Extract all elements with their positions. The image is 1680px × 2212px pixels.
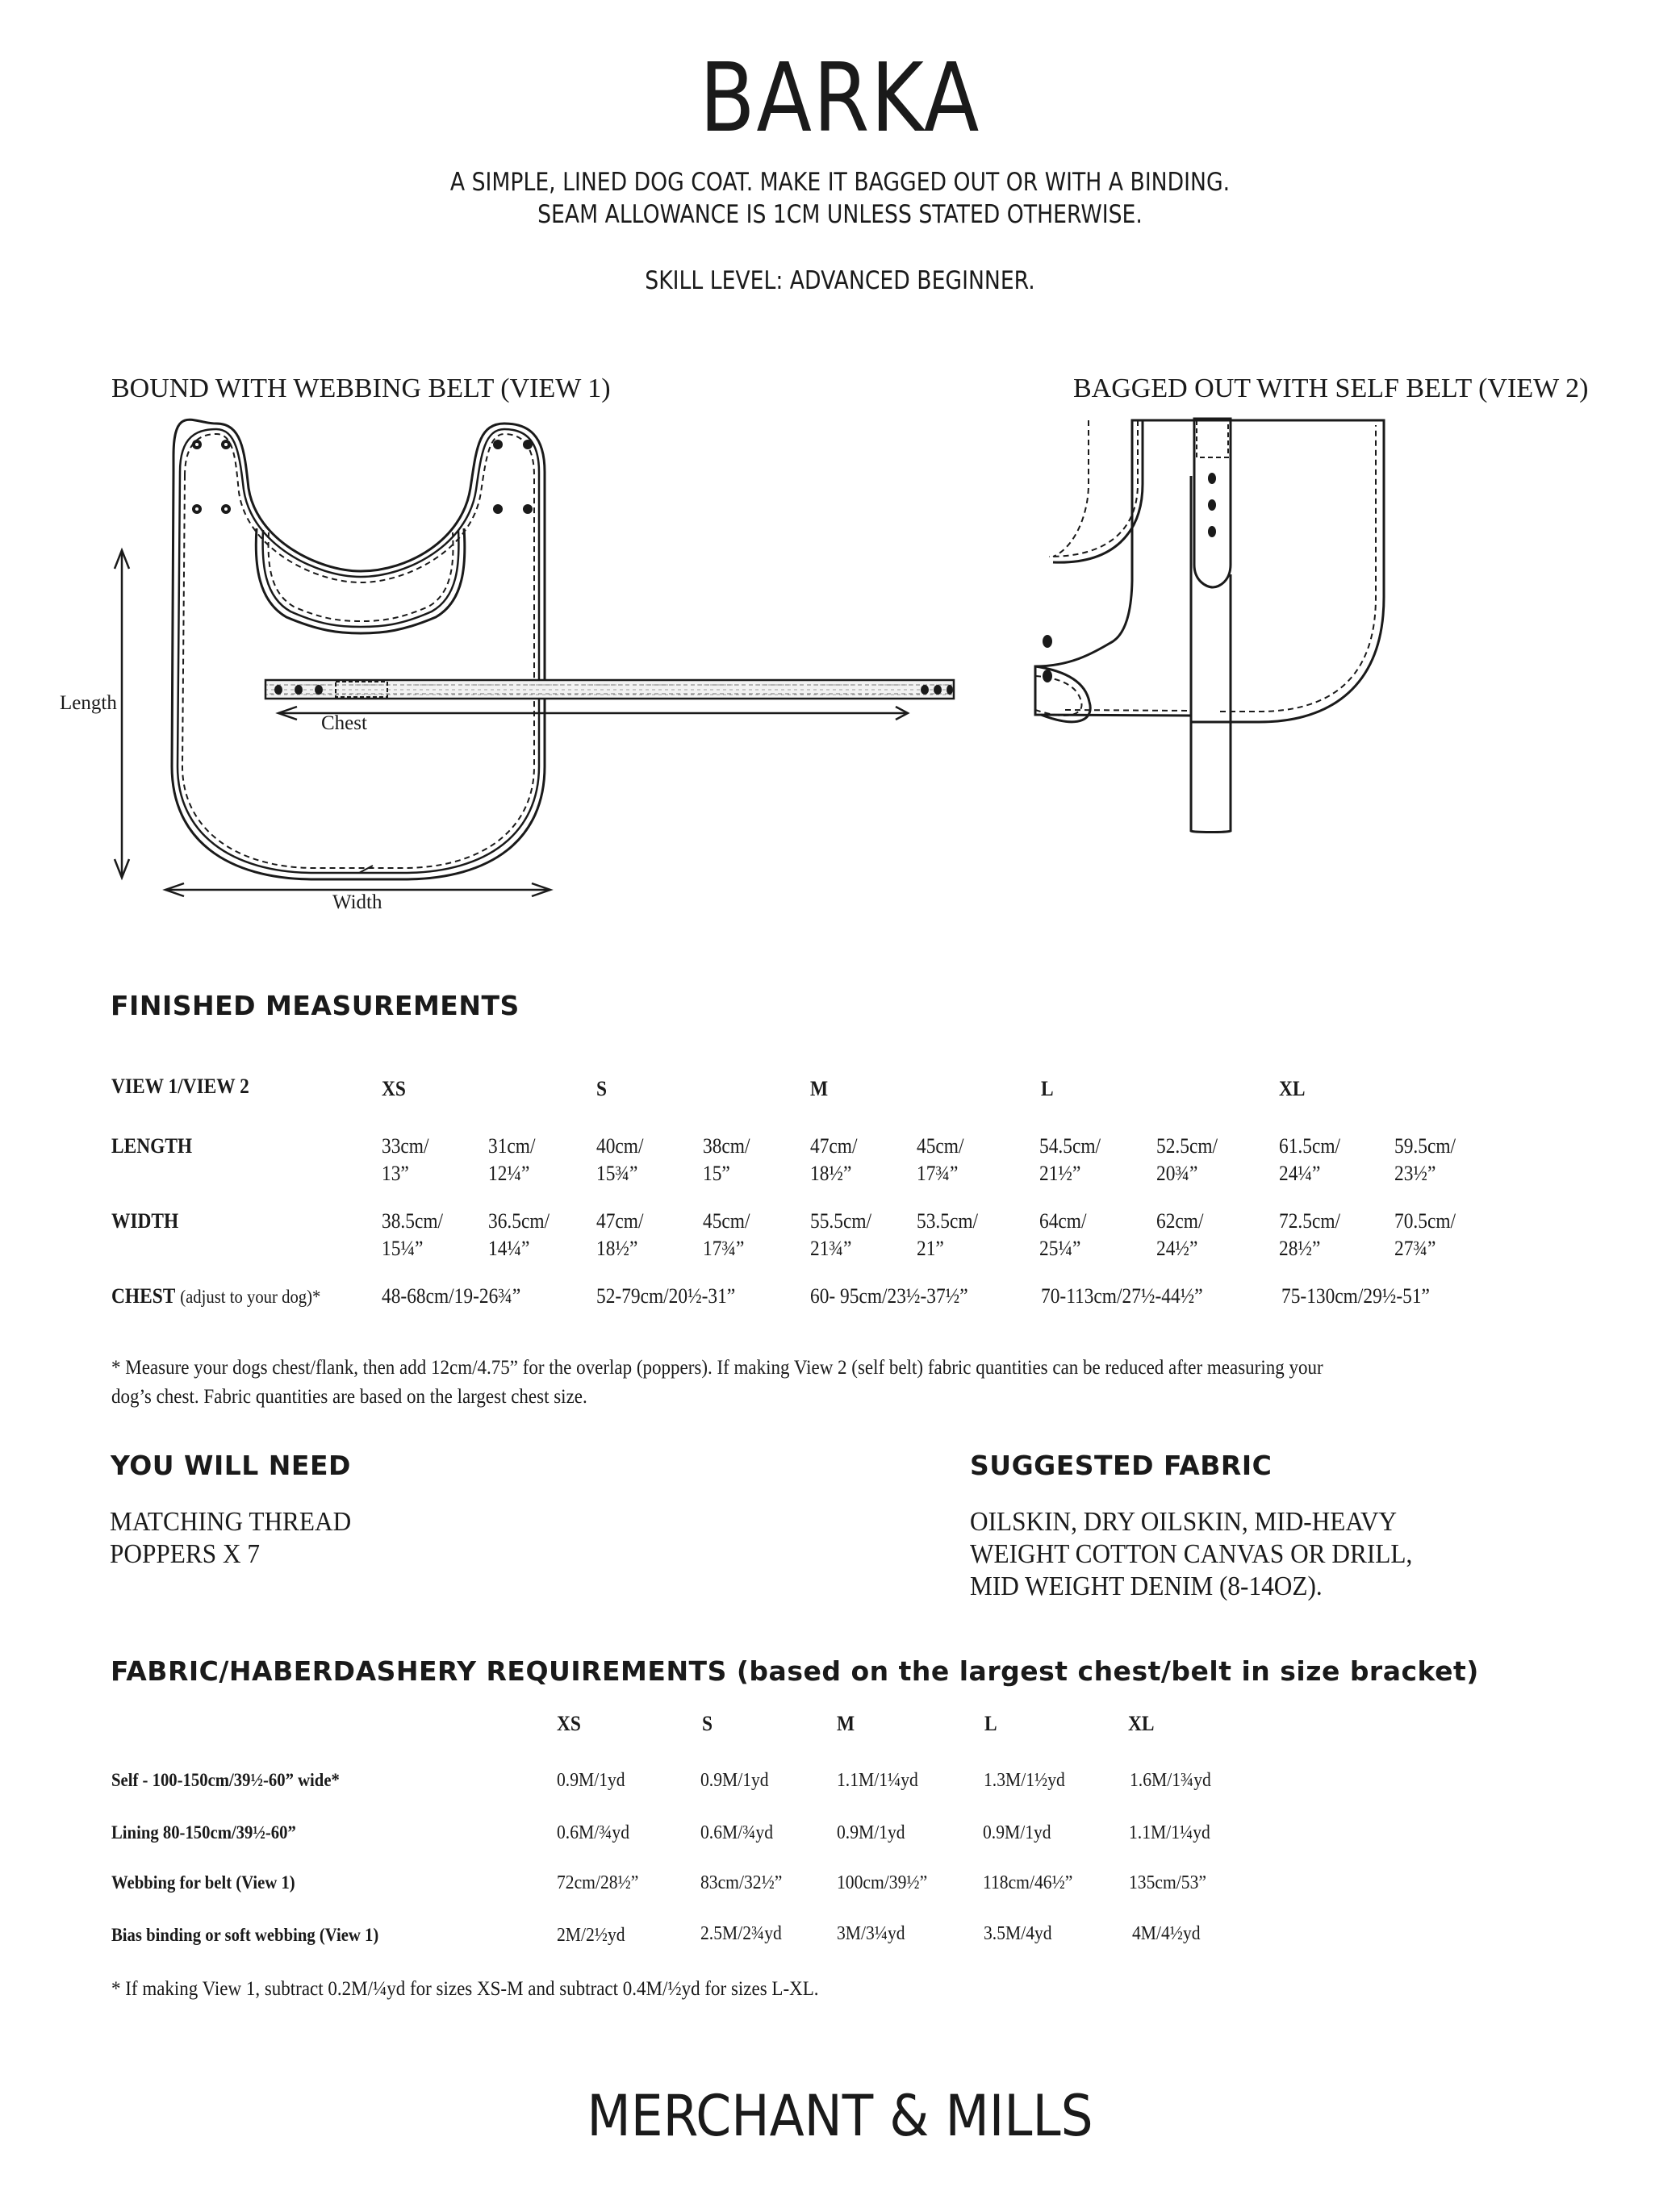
size-header: XS <box>557 1712 581 1735</box>
view1-dimension-arrows <box>115 550 908 896</box>
popper-icon <box>1043 635 1052 648</box>
popper-icon <box>934 685 942 695</box>
width-cell: 55.5cm/ 21¾” <box>810 1209 872 1260</box>
req-cell: 3M/3¼yd <box>837 1923 905 1944</box>
popper-icon <box>523 440 533 449</box>
length-cell: 33cm/ 13” <box>382 1134 429 1185</box>
intro-description: A SIMPLE, LINED DOG COAT. MAKE IT BAGGED OUT OR WITH A BINDING. <box>449 168 1231 197</box>
width-cell: 72.5cm/ 28½” <box>1279 1209 1341 1260</box>
width-cell: 62cm/ 24½” <box>1156 1209 1204 1260</box>
width-cell: 38.5cm/ 15¼” <box>382 1209 444 1260</box>
chest-cell: 70-113cm/27½-44½” <box>1041 1284 1203 1308</box>
length-cell: 45cm/ 17¾” <box>917 1134 964 1185</box>
length-label: Length <box>60 692 117 714</box>
you-will-need-heading: YOU WILL NEED <box>111 1450 351 1481</box>
row-label: Webbing for belt (View 1) <box>111 1872 295 1893</box>
length-cell: 59.5cm/ 23½” <box>1394 1134 1456 1185</box>
popper-icon <box>523 504 533 514</box>
width-label: Width <box>332 891 382 913</box>
table-header-label: VIEW 1/VIEW 2 <box>111 1075 249 1098</box>
req-cell: 0.9M/1yd <box>983 1822 1051 1843</box>
length-cell: 38cm/ 15” <box>703 1134 750 1185</box>
req-cell: 0.9M/1yd <box>837 1822 905 1843</box>
size-header: XL <box>1128 1712 1155 1735</box>
you-will-need-list <box>110 1506 351 1571</box>
size-header: S <box>596 1077 608 1100</box>
popper-icon <box>274 685 282 695</box>
width-cell: 36.5cm/ 14¼” <box>488 1209 550 1260</box>
chest-cell: 52-79cm/20½-31” <box>596 1284 736 1308</box>
req-cell: 4M/4½yd <box>1132 1923 1201 1944</box>
req-cell: 3.5M/4yd <box>984 1923 1052 1944</box>
suggested-fabric-heading: SUGGESTED FABRIC <box>970 1450 1273 1481</box>
size-header: L <box>1041 1077 1054 1100</box>
size-header: S <box>702 1712 713 1735</box>
measurements-footnote: * Measure your dogs chest/flank, then add 12cm/4.75” for the overlap (poppers). If making View 2 (self belt) fabric quantities can be reduced after measuring your dog’s chest. Fabric quantities are based on the largest chest size. <box>111 1357 1323 1408</box>
req-cell: 1.1M/1¼yd <box>837 1770 918 1791</box>
width-cell: 70.5cm/ 27¾” <box>1394 1209 1456 1260</box>
size-header: M <box>837 1712 855 1735</box>
size-header: XS <box>382 1077 406 1100</box>
length-cell: 31cm/ 12¼” <box>488 1134 536 1185</box>
brand-logo: MERCHANT & MILLS <box>587 2083 1093 2149</box>
req-cell: 1.1M/1¼yd <box>1129 1822 1210 1843</box>
list-item: WEIGHT COTTON CANVAS OR DRILL, <box>970 1539 1413 1569</box>
req-cell: 0.9M/1yd <box>700 1770 769 1791</box>
popper-icon <box>295 685 303 695</box>
length-cell: 54.5cm/ 21½” <box>1039 1134 1101 1185</box>
req-cell: 0.9M/1yd <box>557 1770 625 1791</box>
view1-topstitch <box>182 434 534 868</box>
seam-allowance-note: SEAM ALLOWANCE IS 1CM UNLESS STATED OTHERWISE. <box>537 200 1143 229</box>
row-label: Self - 100-150cm/39½-60” wide* <box>111 1770 340 1790</box>
width-cell: 64cm/ 25¼” <box>1039 1209 1087 1260</box>
row-label-width: WIDTH <box>111 1209 179 1233</box>
skill-level: SKILL LEVEL: ADVANCED BEGINNER. <box>645 266 1035 295</box>
view1-binding-inner <box>178 429 539 873</box>
view1-title: BOUND WITH WEBBING BELT (VIEW 1) <box>111 374 611 403</box>
view2-coat-outline <box>1035 420 1384 722</box>
list-item: MID WEIGHT DENIM (8-14OZ). <box>970 1571 1323 1601</box>
popper-icon <box>1208 473 1216 484</box>
view1-webbing-belt <box>265 680 954 699</box>
popper-icon <box>921 685 929 695</box>
req-cell: 2M/2½yd <box>557 1925 625 1946</box>
chest-cell: 75-130cm/29½-51” <box>1281 1284 1430 1308</box>
row-label-chest: CHEST (adjust to your dog)* <box>111 1284 321 1308</box>
view1-chest-strap <box>256 528 465 633</box>
finished-measurements-heading: FINISHED MEASUREMENTS <box>111 990 520 1021</box>
view1-coat-outline <box>172 419 545 879</box>
length-cell: 40cm/ 15¾” <box>596 1134 644 1185</box>
row-label: Lining 80-150cm/39½-60” <box>111 1822 296 1843</box>
requirements-heading: FABRIC/HABERDASHERY REQUIREMENTS (based on the largest chest/belt in size bracket) <box>111 1655 1479 1687</box>
popper-icon <box>947 685 953 695</box>
view2-title: BAGGED OUT WITH SELF BELT (VIEW 2) <box>1073 374 1589 403</box>
width-cell: 53.5cm/ 21” <box>917 1209 979 1260</box>
req-cell: 1.6M/1¾yd <box>1130 1770 1211 1791</box>
popper-icon <box>493 504 503 514</box>
popper-icon <box>315 685 323 695</box>
view1-coat-drawing <box>115 419 954 896</box>
length-cell: 61.5cm/ 24¼” <box>1279 1134 1341 1185</box>
list-item: OILSKIN, DRY OILSKIN, MID-HEAVY <box>970 1507 1398 1537</box>
req-cell: 118cm/46½” <box>983 1872 1073 1893</box>
length-cell: 52.5cm/ 20¾” <box>1156 1134 1218 1185</box>
chest-label: Chest <box>321 712 367 734</box>
row-label-length: LENGTH <box>111 1134 193 1158</box>
popper-icon <box>1043 670 1052 682</box>
req-cell: 72cm/28½” <box>557 1872 639 1893</box>
req-cell: 83cm/32½” <box>700 1872 783 1893</box>
row-label: Bias binding or soft webbing (View 1) <box>111 1925 379 1945</box>
size-header: XL <box>1279 1077 1306 1100</box>
popper-icon <box>493 440 503 449</box>
view1-chest-strap-inner <box>263 530 459 627</box>
req-cell: 1.3M/1½yd <box>984 1770 1065 1791</box>
req-cell: 0.6M/¾yd <box>700 1822 774 1843</box>
req-cell: 0.6M/¾yd <box>557 1822 630 1843</box>
popper-icon <box>1208 526 1216 537</box>
pattern-title: BARKA <box>699 42 981 153</box>
view2-coat-drawing <box>1035 419 1384 833</box>
width-cell: 45cm/ 17¾” <box>703 1209 750 1260</box>
req-cell: 135cm/53” <box>1129 1872 1206 1893</box>
list-item: MATCHING THREAD <box>110 1507 352 1537</box>
length-cell: 47cm/ 18½” <box>810 1134 858 1185</box>
requirements-footnote: * If making View 1, subtract 0.2M/¼yd for sizes XS-M and subtract 0.4M/½yd for sizes L-XL. <box>111 1978 819 2000</box>
technical-drawings <box>0 0 1680 968</box>
list-item: POPPERS X 7 <box>110 1539 261 1569</box>
chest-cell: 48-68cm/19-26¾” <box>382 1284 521 1308</box>
req-cell: 100cm/39½” <box>837 1872 928 1893</box>
width-cell: 47cm/ 18½” <box>596 1209 644 1260</box>
size-header: L <box>984 1712 997 1735</box>
chest-cell: 60- 95cm/23½-37½” <box>810 1284 968 1308</box>
size-header: M <box>810 1077 829 1100</box>
popper-icon <box>1208 499 1216 511</box>
req-cell: 2.5M/2¾yd <box>700 1923 782 1944</box>
suggested-fabric-list <box>970 1506 1412 1603</box>
